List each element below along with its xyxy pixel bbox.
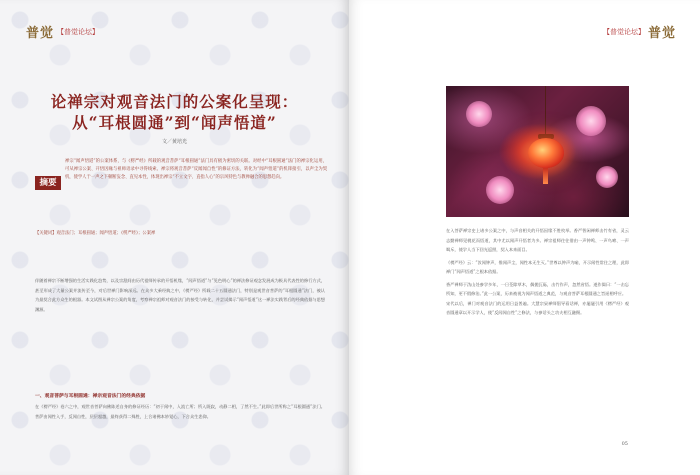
body-paragraph: 在入菩萨禅宗史上诸多公案之中，与声音相关的开悟因缘不胜枚举。香严智闲禅师击竹有省，灵云志勤禅师见桃花而悟道，其中尤以闻声开悟者为多。禅宗祖师往往借由一声钟鸣、一声鸟啼、一声喝斥，使学人当下回光返照，契入本来面目。 [446, 228, 629, 252]
column-tag: 【普觉论坛】 [57, 27, 100, 36]
page-number: 05 [621, 441, 628, 447]
body-paragraph: 伴随着禅宗不断增强的生活实践化趋势，以及宗派间由历代祖师传承的开悟机缘，“闻声悟道”与“见色明心”的禅法修证观念发展成为极具代表性的修行方式，甚至形成了大量公案并流传至今，对后世禅门影响深远。在众多大乘经典之中，《楞严经》所载二十五圆通法门，特别是观世音菩萨的“耳根圆通”法门，被认为最契合此方众生的根器。本文试图从禅宗公案的角度，考察禅宗祖师对观音法门的接受与转化，并尝试揭示“闻声悟道”这一禅法实践背后的经典依据与思想渊源。 [35, 278, 325, 312]
article-title-line2: 从“耳根圆通”到“闻声悟道” [72, 113, 277, 132]
abstract-label: 摘要 [35, 176, 61, 190]
red-lantern [528, 138, 564, 168]
left-page-header [26, 22, 99, 41]
scripture-quote: 《楞严经》云：“汝闻钟声，惟闻声尘，闻性本无生灭。”世尊以钟声为喻，开示闻性常住之理，此即禅门“闻声悟道”之根本依据。 [446, 259, 629, 274]
abstract-text: 禅宗“闻声悟道”的公案体系，与《楞严经》所载的观音菩萨“耳根圆通”法门具有极为密切的关联。对经中“耳根圆通”法门的禅宗化运用，可从禅宗公案、开悟因缘与祖师语录中寻得线索。禅宗将观音菩萨“反闻闻自性”的修证方法，转化为“闻声悟道”的机锋接引，以声尘为契机，使学人于一声之下顿断妄念、直见本性，体现出禅宗“不立文字、直指人心”的宗风特色与教禅融合的思想趋向。 [65, 159, 327, 180]
article-author: 文／黄培光 [161, 139, 187, 145]
keywords: 【关键词】观音法门；耳根圆通；闻声悟道；《楞严经》；公案禅 [35, 231, 156, 236]
section-heading: 一、观音菩萨与耳根圆通：禅宗观音法门的经典依据 [35, 393, 146, 399]
article-title-line1: 论禅宗对观音法门的公案化呈现： [50, 92, 299, 111]
body-paragraph: 宋代以后，禅门对观音法门的运用日益普遍。大慧宗杲禅师倡导看话禅，亦屡屡引用《楞严经》观音圆通章以开示学人，使“反闻闻自性”之修法，与参话头之功夫相互融摄。 [446, 300, 629, 315]
lantern-tassel [543, 168, 548, 184]
right-body-column [446, 226, 629, 318]
body-paragraph: 在《楞严经》卷六之中，观世音菩萨向佛陈述自身的修证经历：“初于闻中，入流亡所；所入既寂，动静二相，了然不生。”此即后世所称之“耳根圆通”法门。菩萨由闻性入手，反闻自性，层层超越，最终获得二殊胜，上合诸佛本妙觉心，下合众生悲仰。 [35, 404, 325, 419]
magazine-logo: 普觉 [647, 26, 676, 41]
blossom [466, 101, 492, 127]
right-page-header [603, 22, 676, 41]
column-tag: 【普觉论坛】 [602, 27, 645, 36]
lantern-photo [446, 86, 629, 217]
blossom [486, 176, 514, 204]
lantern-string [545, 86, 546, 134]
body-paragraph: 香严禅师于沩山处参学多年，一日芟除草木，偶抛瓦砾，击竹作声，忽然省悟。遂作偈曰：“一击忘所知，更不假修治。”此一公案，历来被视为闻声悟道之典范，与观音菩萨耳根圆通之旨遥相呼应。 [446, 281, 629, 296]
left-page [0, 0, 349, 475]
blossom [596, 166, 618, 188]
blossom [576, 106, 606, 136]
magazine-logo: 普觉 [26, 26, 55, 41]
